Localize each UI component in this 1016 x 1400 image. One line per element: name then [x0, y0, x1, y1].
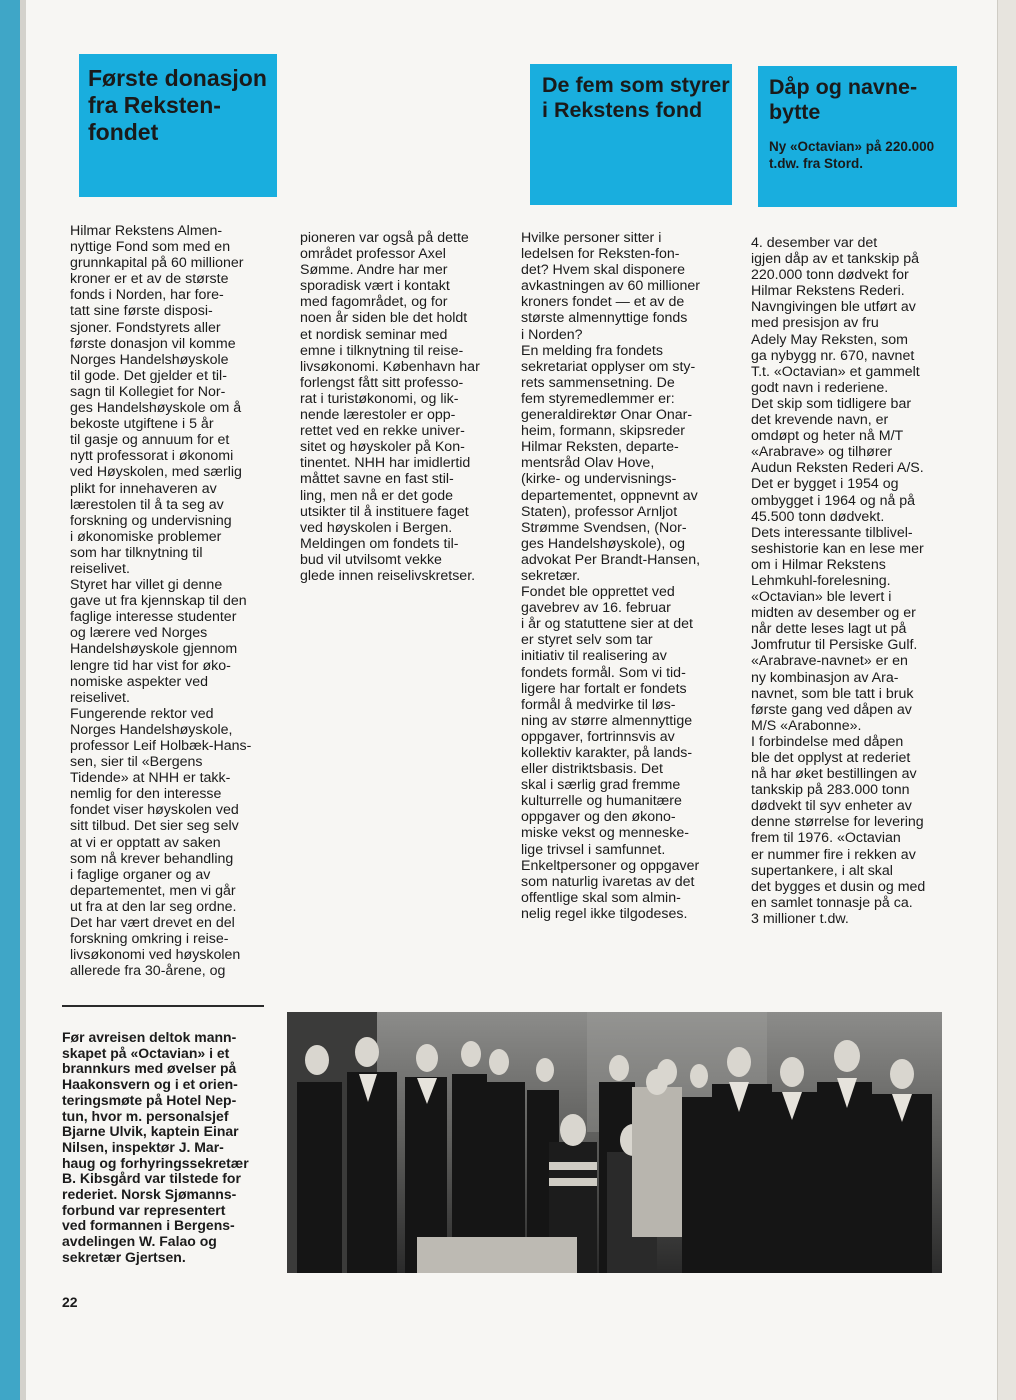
- text-line: 220.000 tonn dødvekt for: [751, 267, 909, 284]
- five-directors-headline: [542, 73, 732, 124]
- text-line: skapet på «Octavian» i et: [62, 1044, 230, 1061]
- text-line: det bygges et dusin og med: [751, 878, 926, 895]
- text-line: gave ut fra kjennskap til den: [70, 593, 247, 610]
- text-line: generaldirektør Onar Onar-: [521, 407, 693, 424]
- text-line: gavebrev av 16. februar: [521, 600, 671, 617]
- text-line: nomiske aspekter ved: [70, 673, 209, 690]
- text-line: Hilmar Rekstens Rederi.: [751, 283, 905, 300]
- text-line: det? Hvem skal disponere: [521, 262, 686, 279]
- article-column-1: [70, 223, 251, 979]
- text-line: sekretær.: [521, 567, 581, 584]
- text-line: forbund var representert: [62, 1201, 226, 1218]
- text-line: ble det opplyst at rederiet: [751, 750, 911, 766]
- text-line: Strømme Svendsen, (Nor-: [521, 519, 687, 536]
- article-column-3: [521, 230, 700, 922]
- text-line: emne i tilknytning til reise-: [300, 342, 464, 359]
- text-line: haug og forhyringssekretær: [62, 1154, 249, 1171]
- text-line: oppgaver og den økono-: [521, 809, 676, 826]
- text-line: nå har øket bestillingen av: [751, 766, 917, 783]
- text-line: fonds i Norden, har fore-: [70, 287, 224, 304]
- text-line: ges Handelshøyskole), og: [521, 535, 686, 552]
- text-line: noen år siden ble det holdt: [300, 310, 468, 327]
- text-line: brannkurs med øvelser på: [62, 1060, 237, 1077]
- text-line: lengre tid har vist for øko-: [70, 657, 231, 674]
- page-number: 22: [62, 1294, 78, 1310]
- text-line: kroner er et av de største: [70, 271, 229, 288]
- text-line: offentlige skal som almin-: [521, 889, 681, 906]
- text-line: 4. desember var det: [751, 235, 878, 251]
- text-line: «Arabrave» og tilhører: [751, 444, 893, 461]
- text-line: tankskip på 283.000 tonn: [751, 782, 910, 799]
- text-line: advokat Per Brandt-Hansen,: [521, 551, 701, 568]
- text-line: største almennyttige fonds: [521, 310, 688, 327]
- text-line: 45.500 tonn dødvekt.: [751, 508, 885, 525]
- text-line: sitet og høyskoler på Kon-: [300, 439, 465, 456]
- text-line: sitt tilbud. Det sier seg selv: [70, 818, 239, 835]
- text-line: glede innen reiselivskretser.: [300, 567, 476, 584]
- text-line: Norges Handelshøyskole: [70, 351, 229, 368]
- text-line: at vi er opptatt av saken: [70, 834, 221, 851]
- text-line: Bjarne Ulvik, kaptein Einar: [62, 1123, 239, 1140]
- text-line: plikt for innehaveren av: [70, 480, 217, 497]
- text-line: utsikter til å instituere faget: [300, 503, 469, 520]
- text-line: forskning omkring i reise-: [70, 931, 229, 948]
- text-line: navnet, som ble tatt i bruk: [751, 685, 914, 702]
- text-line: når dette leses lagt ut på: [751, 621, 907, 638]
- text-line: ved Høyskolen, med særlig: [70, 464, 242, 481]
- text-line: denne størrelse for levering: [751, 814, 924, 831]
- text-line: reiselivet.: [70, 689, 130, 706]
- headline-line: fra Reksten-: [88, 92, 221, 119]
- text-line: fondets formål. Som vi tid-: [521, 664, 686, 681]
- text-line: kollektiv karakter, på lands-: [521, 745, 693, 761]
- text-line: lærestolen til å ta seg av: [70, 496, 224, 513]
- text-line: B. Kibsgård var tilstede for: [62, 1170, 241, 1187]
- text-line: sagn til Kollegiet for Nor-: [70, 383, 226, 400]
- text-line: pioneren var også på dette: [300, 230, 469, 246]
- first-donation-headline: [88, 65, 277, 146]
- crew-group-photo-graphic: [287, 1012, 942, 1273]
- text-line: bekoste utgiftene i 5 år: [70, 416, 214, 433]
- text-line: i faglige organer og av: [70, 866, 211, 883]
- text-line: miske vekst og menneske-: [521, 825, 689, 842]
- text-line: sekretær Gjertsen.: [62, 1248, 186, 1265]
- baptism-headline: [769, 75, 957, 126]
- text-line: Tidende» at NHH er takk-: [70, 770, 231, 787]
- text-line: dødvekt til syv enheter av: [751, 798, 912, 815]
- text-line: og lærere ved Norges: [70, 625, 208, 642]
- text-line: reiselivet.: [70, 560, 130, 577]
- text-line: teringsmøte på Hotel Nep-: [62, 1091, 237, 1108]
- text-line: til gasje og annuum for et: [70, 432, 230, 449]
- text-line: nelig regel ikke tilgodeses.: [521, 905, 688, 922]
- text-line: livsøkonomi ved høyskolen: [70, 947, 241, 964]
- next-page-edge: [997, 0, 1016, 1400]
- headline-line: De fem som styrer: [542, 73, 730, 97]
- text-line: ling, men nå er det gode: [300, 487, 454, 504]
- text-line: nytt professorat i økonomi: [70, 448, 234, 465]
- text-line: mentsråd Olav Hove,: [521, 455, 655, 472]
- text-line: Hilmar Rekstens Almen-: [70, 223, 223, 239]
- text-line: ga nybygg nr. 670, navnet: [751, 347, 915, 364]
- text-line: ledelsen for Reksten-fon-: [521, 246, 680, 263]
- text-line: Jomfrutur til Persiske Gulf.: [751, 637, 918, 654]
- text-line: professor Leif Holbæk-Hans-: [70, 738, 252, 754]
- text-line: rets sammensetning. De: [521, 374, 675, 391]
- text-line: grunnkapital på 60 millioner: [70, 255, 244, 272]
- text-line: Audun Reksten Rederi A/S.: [751, 460, 924, 477]
- text-line: Navngivingen ble utført av: [751, 299, 916, 316]
- caption-divider: [62, 1005, 264, 1007]
- text-line: avdelingen W. Falao og: [62, 1233, 217, 1250]
- five-directors-headline-box: [530, 64, 732, 205]
- text-line: en samlet tonnasje på ca.: [751, 894, 913, 911]
- text-line: med fagområdet, og for: [300, 294, 448, 311]
- text-line: det krevende navn, er: [751, 412, 889, 429]
- text-line: skal i særlig grad fremme: [521, 777, 681, 794]
- text-line: ligere har fortalt er fondets: [521, 680, 687, 697]
- text-line: ombygget i 1964 og nå på: [751, 492, 916, 509]
- text-line: igjen dåp av et tankskip på: [751, 251, 919, 268]
- headline-line: i Rekstens fond: [542, 98, 703, 123]
- text-line: tinentet. NHH har imidlertid: [300, 455, 471, 472]
- text-line: departementet, men vi går: [70, 882, 236, 899]
- text-line: sen, sier til «Bergens: [70, 754, 203, 771]
- text-line: Adely May Reksten, som: [751, 331, 908, 348]
- first-donation-headline-box: [79, 54, 277, 197]
- text-line: supertankere, i alt skal: [751, 862, 893, 879]
- text-line: Styret har villet gi denne: [70, 577, 223, 594]
- headline-line: Første donasjon: [88, 65, 267, 91]
- text-line: ved formannen i Bergens-: [62, 1217, 235, 1234]
- text-line: rederiet. Norsk Sjømanns-: [62, 1186, 237, 1203]
- text-line: Nilsen, inspektør J. Mar-: [62, 1138, 224, 1155]
- headline-line: Dåp og navne-: [769, 75, 918, 99]
- magazine-spine-edge: [0, 0, 20, 1400]
- text-line: «Arabrave-navnet» er en: [751, 653, 908, 670]
- text-line: godt navn i rederiene.: [751, 379, 889, 396]
- text-line: fem styremedlemmer er:: [521, 390, 675, 407]
- text-line: 3 millioner t.dw.: [751, 910, 849, 927]
- page-gutter: [20, 0, 26, 1400]
- text-line: Haakonsvern og i et orien-: [62, 1076, 238, 1093]
- text-line: kulturrelle og humanitære: [521, 793, 682, 810]
- text-line: ved høyskolen i Bergen.: [300, 519, 453, 536]
- text-line: nende lærestoler er opp-: [300, 407, 456, 424]
- text-line: Sømme. Andre har mer: [300, 262, 448, 279]
- text-line: Hilmar Reksten, departe-: [521, 439, 679, 456]
- text-line: Det har vært drevet en del: [70, 915, 235, 932]
- text-line: Det skip som tidligere bar: [751, 395, 912, 412]
- text-line: Enkeltpersoner og oppgaver: [521, 857, 700, 874]
- baptism-headline-box: [758, 66, 957, 207]
- text-line: tun, hvor m. personalsjef: [62, 1107, 229, 1124]
- text-line: formål å medvirke til løs-: [521, 696, 676, 713]
- text-line: Dets interessante tilblivel-: [751, 524, 913, 541]
- text-line: faglige interesse studenter: [70, 609, 237, 626]
- text-line: seshistorie kan en lese mer: [751, 540, 924, 557]
- headline-line: bytte: [769, 100, 821, 125]
- text-line: nyttige Fond som med en: [70, 239, 231, 256]
- text-line: Lehmkuhl-forelesning.: [751, 572, 891, 589]
- text-line: Fondet ble opprettet ved: [521, 584, 675, 601]
- text-line: avkastningen av 60 millioner: [521, 278, 701, 295]
- text-line: er styret selv som tar: [521, 632, 653, 649]
- article-column-4: [751, 235, 925, 927]
- text-line: er nummer fire i rekken av: [751, 846, 916, 863]
- text-line: Før avreisen deltok mann-: [62, 1029, 237, 1045]
- subheading-line: t.dw. fra Stord.: [769, 156, 863, 172]
- text-line: i økonomiske problemer: [70, 528, 222, 545]
- text-line: tatt sine første disposi-: [70, 303, 213, 320]
- text-line: Fungerende rektor ved: [70, 705, 214, 722]
- photo-caption: [62, 1030, 249, 1266]
- text-line: Handelshøyskole gjennom: [70, 641, 238, 658]
- text-line: sekretariat opplyser om sty-: [521, 358, 696, 375]
- text-line: allerede fra 30-årene, og: [70, 963, 226, 980]
- text-line: kroners fondet — et av de: [521, 294, 685, 311]
- crew-group-photo: [287, 1012, 942, 1273]
- text-line: første donasjon vil komme: [70, 335, 236, 352]
- article-column-2: [300, 230, 480, 584]
- text-line: forskning og undervisning: [70, 512, 232, 529]
- baptism-subheading: [769, 138, 957, 173]
- text-line: som har tilknytning til: [70, 544, 203, 561]
- text-line: rat i turistøkonomi, og lik-: [300, 390, 459, 407]
- text-line: måttet savne en fast stil-: [300, 471, 454, 488]
- text-line: første gang ved dåpen av: [751, 701, 912, 718]
- text-line: i Norden?: [521, 326, 583, 343]
- text-line: om i Hilmar Rekstens: [751, 556, 886, 573]
- text-line: i år og statuttene sier at det: [521, 616, 693, 633]
- text-line: Norges Handelshøyskole,: [70, 721, 233, 738]
- text-line: sporadisk vært i kontakt: [300, 278, 450, 295]
- text-line: heim, formann, skipsreder: [521, 423, 686, 440]
- text-line: ut fra at den lar seg ordne.: [70, 898, 237, 915]
- text-line: En melding fra fondets: [521, 342, 663, 359]
- text-line: omdøpt og heter nå M/T: [751, 428, 904, 445]
- text-line: sjoner. Fondstyrets aller: [70, 319, 221, 336]
- text-line: Meldingen om fondets til-: [300, 535, 459, 552]
- text-line: et nordisk seminar med: [300, 326, 448, 343]
- text-line: T.t. «Octavian» et gammelt: [751, 363, 920, 380]
- text-line: bud vil utvilsomt vekke: [300, 551, 442, 568]
- subheading-line: Ny «Octavian» på 220.000: [769, 138, 935, 154]
- text-line: området professor Axel: [300, 246, 446, 263]
- text-line: rettet ved en rekke univer-: [300, 423, 465, 440]
- headline-line: fondet: [88, 119, 159, 146]
- text-line: initiativ til realisering av: [521, 648, 667, 665]
- text-line: nemlig for den interesse: [70, 786, 222, 803]
- text-line: lige trivsel i samfunnet.: [521, 841, 666, 858]
- text-line: midten av desember og er: [751, 605, 916, 622]
- text-line: ning av større almennyttige: [521, 712, 693, 729]
- text-line: Det er bygget i 1954 og: [751, 476, 899, 493]
- text-line: ny kombinasjon av Ara-: [751, 669, 899, 686]
- text-line: eller distriktsbasis. Det: [521, 761, 663, 778]
- text-line: som nå krever behandling: [70, 850, 234, 867]
- text-line: ges Handelshøyskole om å: [70, 400, 242, 417]
- text-line: I forbindelse med dåpen: [751, 733, 904, 750]
- text-line: oppgaver, fortrinnsvis av: [521, 728, 675, 745]
- text-line: M/S «Arabonne».: [751, 717, 862, 734]
- text-line: fondet viser høyskolen ved: [70, 802, 239, 819]
- text-line: departementet, oppnevnt av: [521, 487, 698, 504]
- text-line: «Octavian» ble levert i: [751, 589, 892, 606]
- text-line: livsøkonomi. København har: [300, 358, 480, 375]
- text-line: (kirke- og undervisnings-: [521, 471, 677, 488]
- text-line: med presisjon av fru: [751, 315, 879, 332]
- text-line: Hvilke personer sitter i: [521, 230, 662, 246]
- text-line: frem til 1976. «Octavian: [751, 830, 901, 847]
- text-line: som naturlig ivaretas av det: [521, 873, 695, 890]
- text-line: Staten), professor Arnljot: [521, 503, 678, 520]
- text-line: til gode. Det gjelder et til-: [70, 367, 227, 384]
- text-line: forlengst fått sitt professo-: [300, 374, 464, 391]
